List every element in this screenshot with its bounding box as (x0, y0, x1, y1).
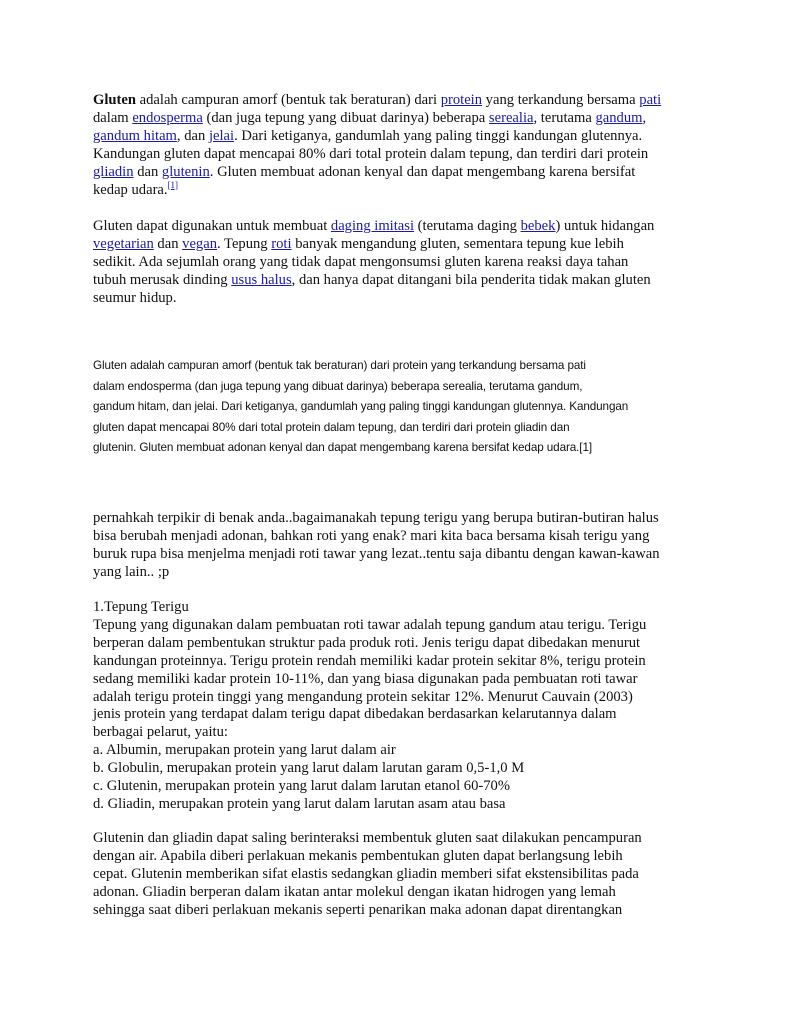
text-line: Glutenin dan gliadin dapat saling berinteraksi membentuk gluten saat dilakukan pencampuran (93, 830, 642, 846)
text-line: pernahkah terpikir di benak anda..bagaimanakah tepung terigu yang berupa butiran-butiran halus (93, 510, 659, 526)
text-run: . Tepung (217, 235, 272, 252)
text-run: ) untuk hidangan (555, 218, 655, 234)
text-run: Gluten dapat digunakan untuk membuat (93, 218, 331, 234)
text-run: dan (133, 163, 162, 180)
paragraph-gluten-uses (93, 218, 705, 308)
list-item: d. Gliadin, merupakan protein yang larut dalam larutan asam atau basa (93, 795, 506, 812)
text-line: berbagai pelarut, yaitu: (93, 724, 228, 741)
text-run: . Dari ketiganya, gandumlah yang paling tinggi kandungan glutennya. (234, 127, 643, 144)
text-run: , terutama (533, 109, 596, 126)
text-run: (dan juga tepung yang dibuat darinya) beberapa (202, 109, 489, 126)
paragraph-intro (93, 510, 705, 582)
text-line: kandungan proteinnya. Terigu protein rendah memiliki kadar protein sekitar 8%, terigu protein (93, 652, 646, 669)
text-line: buruk rupa bisa menjelma menjadi roti tawar yang lezat..tentu saja dibantu dengan kawan-kawan (93, 545, 660, 562)
text-line: gluten dapat mencapai 80% dari total protein dalam tepung, dan terdiri dari protein gliadin dan (93, 420, 570, 434)
paragraph-plain-copy (93, 356, 705, 459)
footnote-ref-link[interactable]: [1] (167, 179, 179, 190)
text-run: (terutama daging (414, 218, 521, 234)
text-run: , (642, 109, 647, 126)
text-line: jenis protein yang terdapat dalam terigu dapat dibedakan berdasarkan kelarutannya dalam (93, 706, 617, 723)
text-line: sehingga saat diberi perlakuan mekanis seperti penarikan maka adonan dapat direntangkan (93, 901, 623, 918)
list-item: c. Glutenin, merupakan protein yang larut dalam larutan etanol 60-70% (93, 778, 510, 795)
text-line: bisa berubah menjadi adonan, bahkan roti yang enak? mari kita baca bersama kisah terigu yang (93, 527, 650, 544)
paragraph-tepung-terigu (93, 599, 705, 814)
list-item: b. Globulin, merupakan protein yang larut dalam larutan garam 0,5-1,0 M (93, 760, 525, 777)
text-run: , dan (176, 127, 209, 144)
link-glutenin[interactable]: glutenin (161, 163, 210, 180)
link-daging-imitasi[interactable]: daging imitasi (330, 218, 415, 234)
text-line: sedang memiliki kadar protein 10-11%, dan yang biasa digunakan pada pembuatan roti tawar (93, 670, 638, 687)
link-roti[interactable]: roti (271, 235, 292, 252)
text-line: yang lain.. ;p (93, 563, 170, 580)
link-gandum[interactable]: gandum (595, 109, 643, 126)
text-line: seumur hidup. (93, 289, 177, 306)
text-line: Kandungan gluten dapat mencapai 80% dari total protein dalam tepung, dan terdiri dari protein (93, 145, 649, 162)
link-gliadin[interactable]: gliadin (93, 163, 134, 180)
text-run: yang terkandung bersama (482, 92, 640, 108)
text-run: . Gluten membuat adonan kenyal dan dapat mengembang karena bersifat (209, 163, 636, 180)
text-line: glutenin. Gluten membuat adonan kenyal dan dapat mengembang karena bersifat kedap udara.[1] (93, 441, 593, 455)
link-pati[interactable]: pati (639, 92, 662, 108)
section-heading: 1.Tepung Terigu (93, 599, 189, 615)
text-line: Gluten adalah campuran amorf (bentuk tak beraturan) dari protein yang terkandung bersama pati (93, 359, 586, 372)
bold-term-gluten: Gluten (93, 92, 136, 108)
text-line: sedikit. Ada sejumlah orang yang tidak dapat mengonsumsi gluten karena reaksi daya tahan (93, 253, 629, 270)
text-run: kedap udara. (93, 181, 168, 198)
link-serealia[interactable]: serealia (488, 109, 534, 126)
list-item: a. Albumin, merupakan protein yang larut dalam air (93, 742, 396, 759)
text-line: adalah terigu protein tinggi yang mengandung protein sekitar 12%. Menurut Cauvain (2003) (93, 688, 633, 705)
text-run: banyak mengandung gluten, sementara tepung kue lebih (291, 235, 624, 252)
text-line: cepat. Glutenin memberikan sifat elastis sedangkan gliadin memberi sifat ekstensibilitas pada (93, 865, 639, 882)
text-run: dan (153, 235, 183, 252)
paragraph-gluten-definition (93, 92, 705, 199)
text-run: , dan hanya dapat ditangani bila penderita tidak makan gluten (291, 271, 651, 288)
text-line: berperan dalam pembentukan struktur pada produk roti. Jenis terigu dapat dibedakan menurut (93, 634, 641, 651)
text-line: dengan air. Apabila diberi perlakuan mekanis pembentukan gluten dapat berlangsung lebih (93, 847, 623, 864)
text-run: dalam (93, 109, 133, 126)
paragraph-glutenin-gliadin (93, 830, 705, 920)
text-line: Tepung yang digunakan dalam pembuatan roti tawar adalah tepung gandum atau terigu. Terigu (93, 616, 647, 633)
text-line: gandum hitam, dan jelai. Dari ketiganya, gandumlah yang paling tinggi kandungan glutennya. Kandungan (93, 400, 629, 414)
link-endosperma[interactable]: endosperma (132, 109, 203, 126)
text-run: adalah campuran amorf (bentuk tak beraturan) dari (135, 92, 441, 108)
text-line: dalam endosperma (dan juga tepung yang dibuat darinya) beberapa serealia, terutama gandum, (93, 379, 583, 393)
text-line: adonan. Gliadin berperan dalam ikatan antar molekul dengan ikatan hidrogen yang lemah (93, 883, 616, 900)
link-vegan[interactable]: vegan (182, 235, 218, 252)
link-protein[interactable]: protein (440, 92, 483, 108)
link-gandum-hitam[interactable]: gandum hitam (93, 127, 177, 144)
link-vegetarian[interactable]: vegetarian (93, 235, 154, 252)
link-jelai[interactable]: jelai (208, 127, 235, 144)
link-usus-halus[interactable]: usus halus (231, 271, 292, 288)
link-bebek[interactable]: bebek (520, 218, 556, 234)
text-run: tubuh merusak dinding (93, 271, 232, 288)
